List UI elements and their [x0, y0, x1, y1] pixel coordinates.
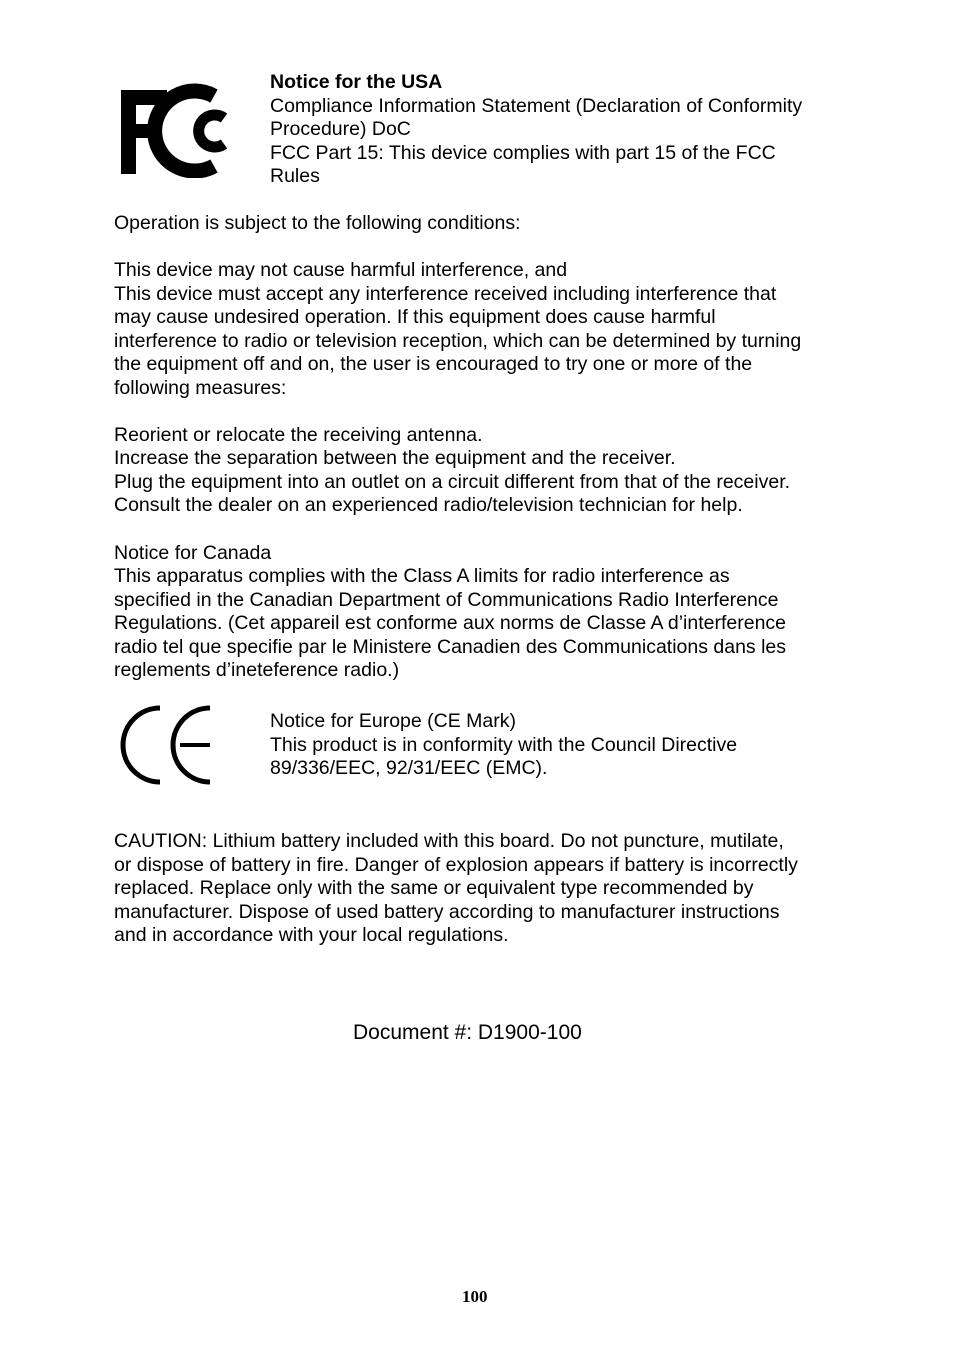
usa-line: Compliance Information Statement (Declaration of Conformity	[270, 95, 803, 117]
caution-line: and in accordance with your local regulations.	[114, 924, 509, 946]
caution-line: manufacturer. Dispose of used battery according to manufacturer instructions	[114, 901, 780, 923]
europe-heading: Notice for Europe (CE Mark)	[270, 710, 516, 732]
condition-line: following measures:	[114, 377, 287, 399]
canada-line: This apparatus complies with the Class A limits for radio interference as	[114, 565, 730, 587]
usa-line: Rules	[270, 165, 320, 187]
canada-line: Regulations. (Cet appareil est conforme aux norms de Classe A d’interference	[114, 612, 787, 634]
measure-line: Consult the dealer on an experienced radio/television technician for help.	[114, 494, 743, 516]
ce-mark-icon	[120, 704, 216, 786]
usa-heading: Notice for the USA	[270, 71, 443, 93]
condition-line: the equipment off and on, the user is encouraged to try one or more of the	[114, 353, 753, 375]
page-number: 100	[462, 1287, 488, 1306]
document-number: Document #: D1900-100	[353, 1021, 582, 1044]
caution-line: CAUTION: Lithium battery included with this board. Do not puncture, mutilate,	[114, 830, 784, 852]
canada-line: radio tel que specifie par le Ministere Canadien des Communications dans les	[114, 636, 787, 658]
caution-line: replaced. Replace only with the same or equivalent type recommended by	[114, 877, 754, 899]
measure-line: Increase the separation between the equipment and the receiver.	[114, 447, 676, 469]
measure-line: Plug the equipment into an outlet on a circuit different from that of the receiver.	[114, 471, 791, 493]
caution-line: or dispose of battery in fire. Danger of explosion appears if battery is incorrectly	[114, 854, 798, 876]
canada-line: reglements d’ineteference radio.)	[114, 659, 400, 681]
condition-line: This device may not cause harmful interference, and	[114, 259, 568, 281]
canada-heading: Notice for Canada	[114, 542, 272, 564]
condition-line: may cause undesired operation. If this equipment does cause harmful	[114, 306, 716, 328]
usa-line: FCC Part 15: This device complies with part 15 of the FCC	[270, 142, 776, 164]
measure-line: Reorient or relocate the receiving antenna.	[114, 424, 483, 446]
usa-line: Procedure) DoC	[270, 118, 411, 140]
europe-line: 89/336/EEC, 92/31/EEC (EMC).	[270, 757, 548, 779]
condition-line: interference to radio or television reception, which can be determined by turning	[114, 330, 802, 352]
fcc-logo-icon	[116, 82, 246, 178]
condition-line: This device must accept any interference received including interference that	[114, 283, 777, 305]
europe-line: This product is in conformity with the Council Directive	[270, 734, 738, 756]
canada-line: specified in the Canadian Department of Communications Radio Interference	[114, 589, 779, 611]
conditions-intro: Operation is subject to the following conditions:	[114, 212, 521, 234]
